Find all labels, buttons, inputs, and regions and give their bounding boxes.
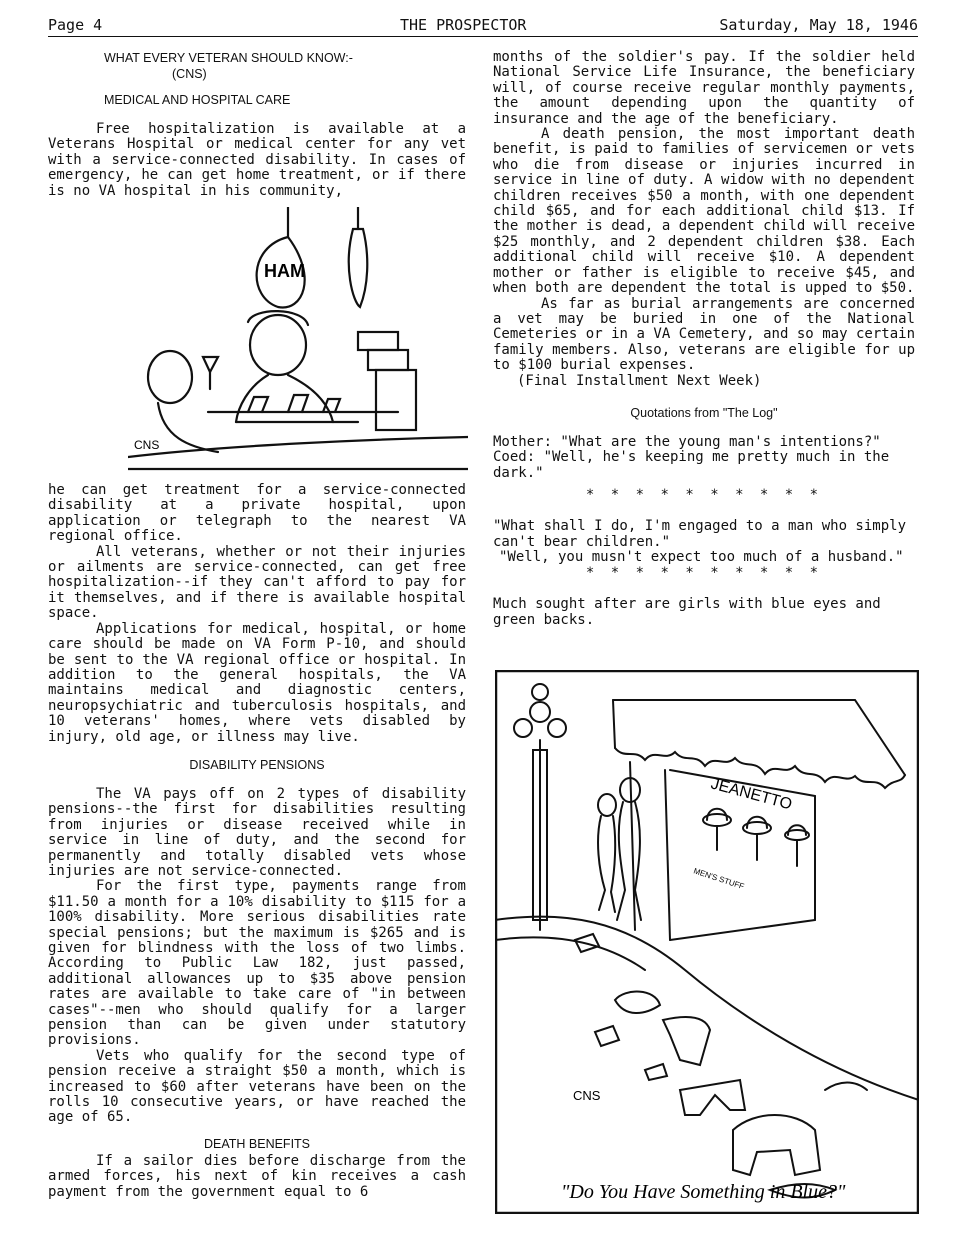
paragraph: months of the soldier's pay. If the soldier held National Service Life Insurance, the beneficiary will, of course receive regular monthly payments, the amount depending upon the quantity of insurance and the age of the beneficiary.: [493, 49, 915, 127]
paragraph: All veterans, whether or not their injuries or ailments are service-connected, can get free hospitalization--if they can't afford to pay for it themselves, and if there is available hospital space.: [48, 543, 466, 622]
quote-blue-eyes: Much sought after are girls with blue eyes and green backs.: [493, 596, 881, 628]
paragraph: As far as burial arrangements are concerned a vet may be buried in one of the National Cemeteries or in a VA Cemetery, and so may certain family members. Also, veterans are eligible for up to $100 burial expenses.: [493, 295, 915, 374]
page-header: [48, 14, 918, 37]
paragraph: Applications for medical, hospital, or home care should be made on VA Form P-10, and should be sent to the VA regional office or hospital. In addition to the general hospitals, the VA maintains medical and diagnostic centers, neuropsychiatric and tuberculosis hospitals, and 10 veterans' homes, where vets disabled by injury, old age, or illness may live.: [48, 620, 466, 745]
quote-engaged: "What shall I do, I'm engaged to a man who simply can't bear children.": [493, 518, 907, 550]
paragraph: For the first type, payments range from $11.50 a month for a 10% disability to $115 for a 100% disability. More serious disabilities rate special pensions; but the maximum is $265 and is given for blindness with the loss of two limbs. According to Public Law 182, just passed, additional allowances up to $35 above pension rates are available to take care of "in between cases"--men who should qualify for a larger pension than can be given under statutory provisions.: [48, 878, 466, 1049]
section-heading-disability: DISABILITY PENSIONS: [189, 757, 325, 772]
cartoon-shop-window: [495, 670, 919, 1214]
section-heading-medical: MEDICAL AND HOSPITAL CARE: [104, 93, 291, 107]
article-source: (CNS): [172, 67, 207, 81]
paragraph: Vets who qualify for the second type of pension receive a straight $50 a month, which is increased to $60 after veterans have been on the rolls 10 consecutive years, or have reached the age of 65.: [48, 1047, 466, 1126]
quotations-heading: Quotations from "The Log": [630, 405, 778, 420]
paragraph: If a sailor dies before discharge from the armed forces, his next of kin receives a cash payment from the government equal to 6: [48, 1152, 466, 1200]
left-column: [48, 50, 466, 1200]
cartoon-credit: CNS: [573, 1088, 601, 1103]
quote-mother: Mother: "What are the young man's intentions?": [493, 433, 881, 450]
section-heading-death: DEATH BENEFITS: [203, 1136, 311, 1151]
paragraph: A death pension, the most important death benefit, is paid to families of servicemen or vets who die from disease or injuries incurred in service in line of duty. A widow with no dependent children receives $50 a month, with one dependent child $65, and for each additional child $13. If the mother is dead, a dependent child will receive $25 monthly, and 2 dependent children $38. Each additional child will receive $10. A dependent mother or father is eligible to receive $45, and when both are dependent the total is upped to $50.: [493, 126, 915, 297]
article-title: WHAT EVERY VETERAN SHOULD KNOW:-: [104, 51, 353, 65]
ham-sign-text: HAM: [264, 261, 305, 282]
newspaper-title: THE PROSPECTOR: [400, 16, 527, 34]
paragraph: he can get treatment for a service-connected disability at a private hospital, upon application or telegraph to the nearest VA regional office.: [48, 482, 466, 545]
shop-sign-text: JEANETTO: [708, 775, 794, 814]
paragraph: The VA pays off on 2 types of disability pensions--the first for disabilities resulting from injuries or disease received while in service in line of duty, and the second for permanently and totally disabled vets whose injuries are not service-connected.: [48, 785, 466, 879]
page-number: Page 4: [48, 16, 103, 34]
star-divider: * * * * * * * * * *: [585, 487, 823, 504]
shop-window-text: MEN'S STUFF: [692, 866, 746, 892]
quote-husband: "Well, you musn't expect too much of a husband.": [499, 548, 904, 565]
cartoon-hospital-illustration: [128, 207, 468, 477]
final-installment-note: (Final Installment Next Week): [517, 372, 762, 389]
paragraph: Free hospitalization is available at a Veterans Hospital or medical center for any vet with a service-connected disability. In cases of emergency, he can get home treatment, or if there is no VA hospital in his community,: [48, 121, 466, 199]
star-divider: * * * * * * * * * *: [585, 565, 823, 582]
right-column: [493, 50, 915, 628]
issue-date: Saturday, May 18, 1946: [719, 16, 918, 34]
cartoon-caption: "Do You Have Something in Blue?": [561, 1181, 846, 1203]
cartoon-credit: CNS: [134, 438, 160, 453]
quote-coed: Coed: "Well, he's keeping me pretty much in the dark.": [493, 449, 890, 481]
